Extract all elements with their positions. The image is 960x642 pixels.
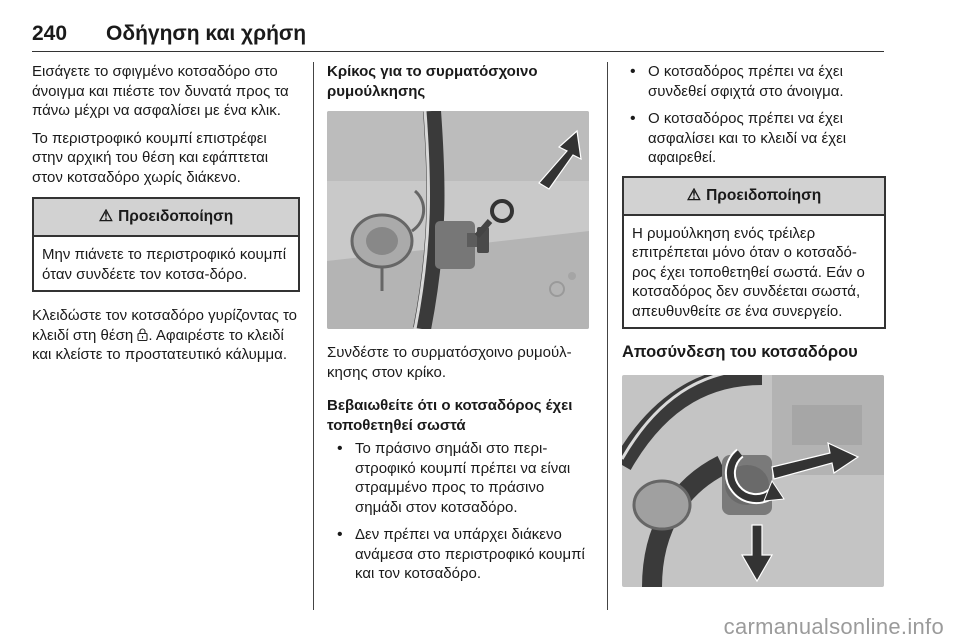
paragraph-lock xyxy=(32,306,300,365)
check-list-continued xyxy=(622,62,886,168)
check-heading: Βεβαιωθείτε ότι ο κοτσαδόρος έχει τοποθετηθεί σωστά xyxy=(327,397,573,434)
paragraph-lock-start: Κλειδώστε τον κοτσαδόρο γυρίζοντας το κλειδί στη θέση xyxy=(32,307,298,344)
paragraph-insert: Εισάγετε το σφιγμένο κοτσαδόρο στο άνοιγμα και πιέστε τον δυνατά προς τα πάνω μέχρι να ασφαλίσει με ένα κλικ. xyxy=(32,63,289,119)
list-item: • Δεν πρέπει να υπάρχει διάκενο ανάμεσα στο περιστροφικό κουμπί και τον κοτσαδόρο. xyxy=(327,525,592,584)
warning-text: Η ρυμούλκηση ενός τρέιλερ επιτρέπεται μόνο όταν ο κοτσαδό-ρος έχει τοποθετηθεί σωστά. Εάν ο κοτσαδόρος δεν συνδέεται σωστά, απευθυνθείτε σε ένα συνεργείο. xyxy=(632,224,865,320)
warning-title: Προειδοποίηση xyxy=(118,208,234,226)
warning-text: Μην πιάνετε το περιστροφικό κουμπί όταν συνδέετε τον κοτσα-δόρο. xyxy=(42,246,287,283)
warning-box xyxy=(622,176,886,330)
towing-eye-illustration xyxy=(327,111,589,329)
disconnect-illustration xyxy=(622,375,884,587)
warning-triangle-icon: ⚠ xyxy=(98,208,114,226)
list-item: • Το πράσινο σημάδι στο περι-στροφικό κουμπί πρέπει να είναι στραμμένο προς το πράσινο σημάδι στον κοτσαδόρο. xyxy=(327,439,592,517)
padlock-icon xyxy=(137,327,148,344)
list-item: • Ο κοτσαδόρος πρέπει να έχει συνδεθεί σφιχτά στο άνοιγμα. xyxy=(622,62,886,101)
column-divider xyxy=(313,62,314,610)
warning-box xyxy=(32,197,300,292)
warning-header xyxy=(34,199,298,237)
disconnect-heading: Αποσύνδεση του κοτσαδόρου xyxy=(622,343,858,361)
towing-eye-heading: Κρίκος για το συρματόσχοινο ρυμούλκησης xyxy=(327,63,538,100)
section-title: Οδήγηση και χρήση xyxy=(106,22,307,45)
list-item: • Ο κοτσαδόρος πρέπει να έχει ασφαλίσει και το κλειδί να έχει αφαιρεθεί. xyxy=(622,109,886,168)
paragraph-knob: Το περιστροφικό κουμπί επιστρέφει στην αρχική του θέση και εφάπτεται στον κοτσαδόρο χωρίς διάκενο. xyxy=(32,129,269,186)
paragraph-lock-end: . Αφαιρέστε το κλειδί και κλείστε το προστατευτικό κάλυμμα. xyxy=(32,326,287,363)
watermark: carmanualsonline.info xyxy=(723,614,944,639)
column-right xyxy=(622,62,886,587)
warning-title: Προειδοποίηση xyxy=(706,186,822,204)
warning-triangle-icon: ⚠ xyxy=(686,186,702,204)
check-list xyxy=(327,439,592,584)
page-number: 240 xyxy=(32,22,68,45)
column-middle xyxy=(327,62,592,592)
towing-eye-caption: Συνδέστε το συρματόσχοινο ρυμούλ-κησης στον κρίκο. xyxy=(327,344,572,381)
column-left xyxy=(32,62,300,373)
page-header xyxy=(32,18,884,52)
warning-header xyxy=(624,178,884,216)
column-divider xyxy=(607,62,608,610)
